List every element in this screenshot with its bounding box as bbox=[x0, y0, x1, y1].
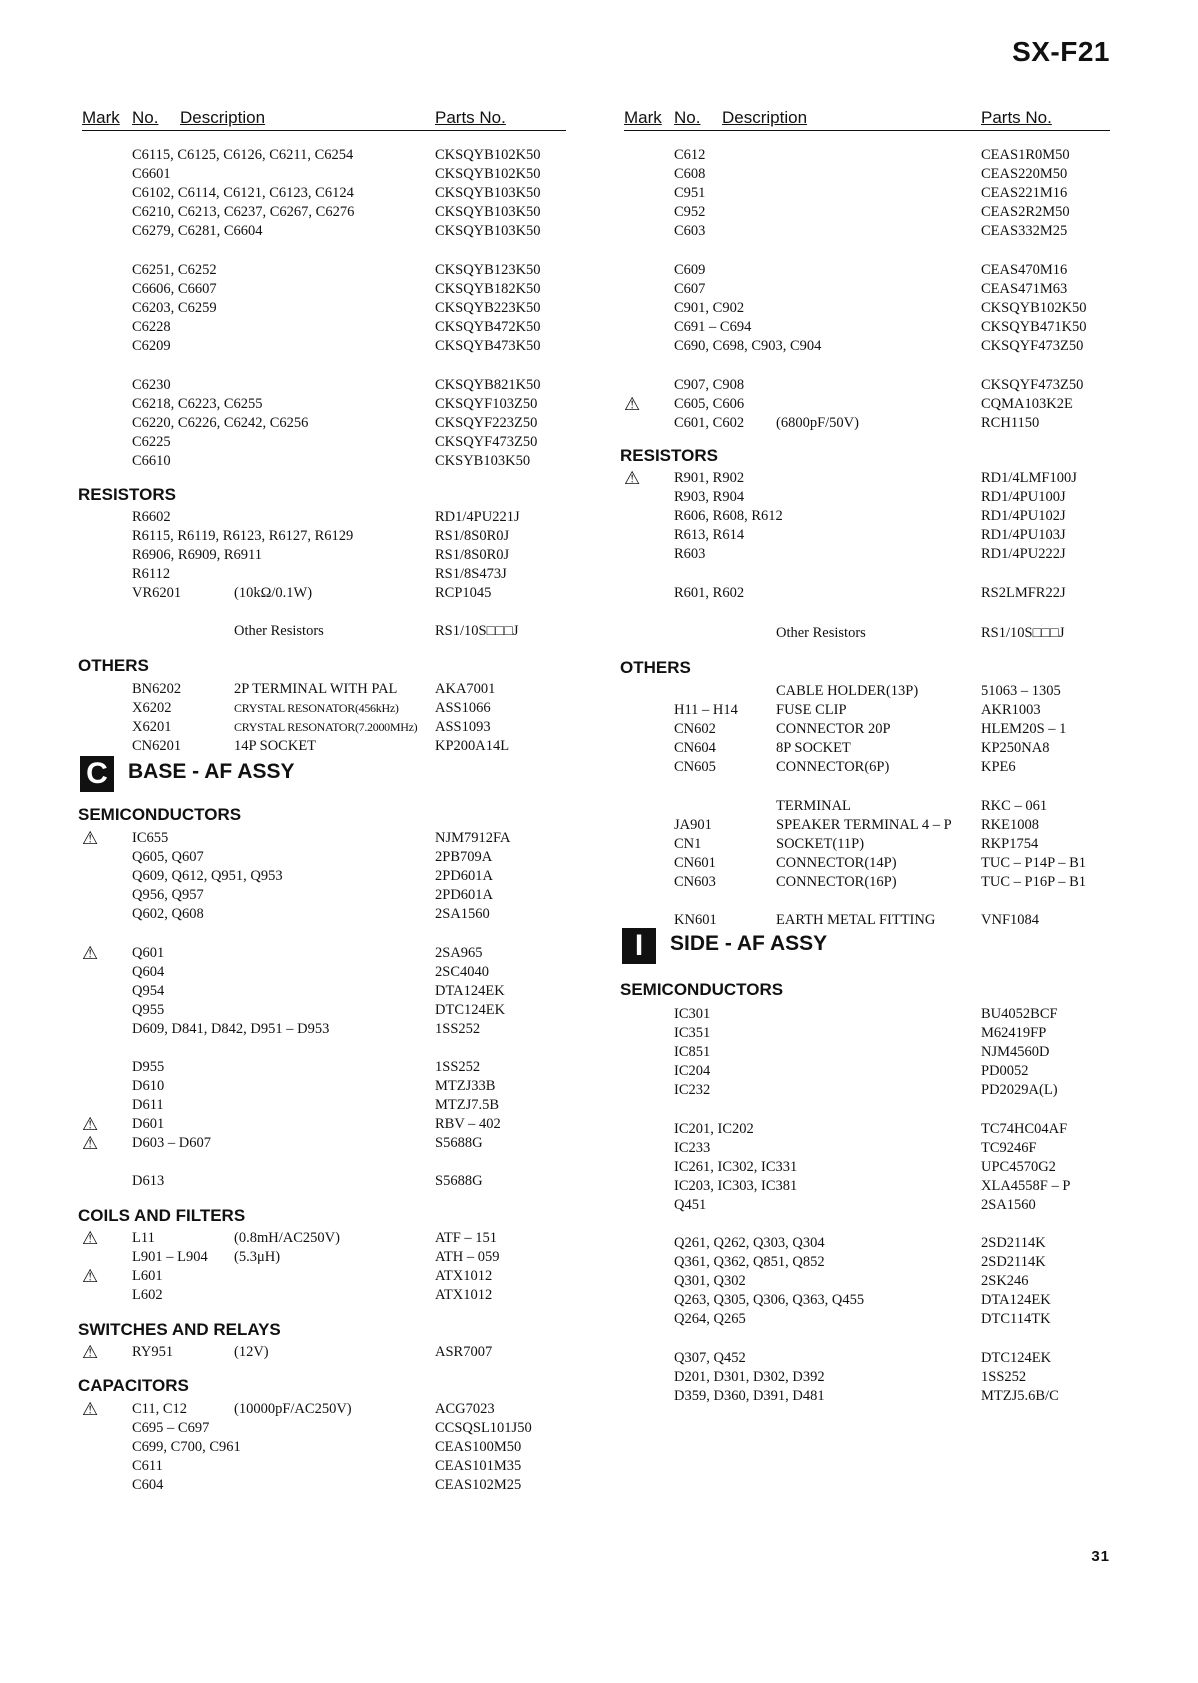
part-number-ref: D613 bbox=[132, 1173, 165, 1189]
parts-no: 2SK246 bbox=[981, 1273, 1029, 1289]
parts-no: KP200A14L bbox=[435, 738, 510, 754]
parts-no: RD1/4PU103J bbox=[981, 527, 1066, 543]
parts-no: MTZJ33B bbox=[435, 1078, 496, 1094]
part-number-ref: C6225 bbox=[132, 434, 171, 450]
part-number-ref: R601, R602 bbox=[674, 585, 745, 601]
safety-warning-icon: ⚠ bbox=[82, 1399, 99, 1419]
parts-no: 2PD601A bbox=[435, 887, 494, 903]
part-number-ref: H11 – H14 bbox=[674, 702, 738, 718]
safety-warning-icon: ⚠ bbox=[624, 468, 641, 488]
parts-no: RKE1008 bbox=[981, 817, 1039, 833]
parts-no: HLEM20S – 1 bbox=[981, 721, 1067, 737]
parts-no: CKSQYB223K50 bbox=[435, 300, 541, 316]
parts-no: PD2029A(L) bbox=[981, 1082, 1058, 1098]
part-number-ref: C6228 bbox=[132, 319, 171, 335]
part-number-ref: R6602 bbox=[132, 509, 171, 525]
safety-warning-icon: ⚠ bbox=[624, 394, 641, 414]
part-number-ref: CN604 bbox=[674, 740, 716, 756]
parts-no: CEAS1R0M50 bbox=[981, 147, 1070, 163]
parts-no: CKSQYB102K50 bbox=[981, 300, 1087, 316]
parts-no: CKSQYF103Z50 bbox=[435, 396, 538, 412]
part-number-ref: C603 bbox=[674, 223, 706, 239]
part-description: FUSE CLIP bbox=[776, 702, 847, 718]
parts-no: MTZJ7.5B bbox=[435, 1097, 500, 1113]
part-number-ref: C901, C902 bbox=[674, 300, 745, 316]
part-description: SPEAKER TERMINAL 4 – P bbox=[776, 817, 952, 833]
parts-no: CKSQYB821K50 bbox=[435, 377, 541, 393]
part-number-ref: JA901 bbox=[674, 817, 712, 833]
parts-no: 2SA1560 bbox=[981, 1197, 1036, 1213]
parts-no: 2PD601A bbox=[435, 868, 494, 884]
parts-no: 1SS252 bbox=[435, 1021, 481, 1037]
part-description: TERMINAL bbox=[776, 798, 851, 814]
part-number-ref: C6279, C6281, C6604 bbox=[132, 223, 263, 239]
part-number-ref: L601 bbox=[132, 1268, 163, 1284]
parts-no: 2SA1560 bbox=[435, 906, 490, 922]
part-number-ref: IC203, IC303, IC381 bbox=[674, 1178, 798, 1194]
part-number-ref: Q604 bbox=[132, 964, 165, 980]
header-mark: Mark bbox=[624, 108, 662, 127]
part-number-ref: D610 bbox=[132, 1078, 165, 1094]
section-heading: SEMICONDUCTORS bbox=[78, 805, 242, 824]
part-description: (5.3μH) bbox=[234, 1249, 281, 1265]
part-number-ref: CN601 bbox=[674, 855, 716, 871]
part-number-ref: IC201, IC202 bbox=[674, 1121, 754, 1137]
part-description: CONNECTOR(16P) bbox=[776, 874, 897, 890]
part-number-ref: C6210, C6213, C6237, C6267, C6276 bbox=[132, 204, 355, 220]
parts-no: CKSQYB102K50 bbox=[435, 147, 541, 163]
part-number-ref: Q451 bbox=[674, 1197, 707, 1213]
section-heading: RESISTORS bbox=[620, 446, 718, 465]
parts-no: RS1/10S□□□J bbox=[981, 625, 1065, 641]
part-number-ref: R903, R904 bbox=[674, 489, 745, 505]
part-number-ref: C601, C602 bbox=[674, 415, 745, 431]
part-description: CABLE HOLDER(13P) bbox=[776, 683, 919, 699]
part-number-ref: L11 bbox=[132, 1230, 155, 1246]
part-number-ref: CN1 bbox=[674, 836, 702, 852]
part-number-ref: C6209 bbox=[132, 338, 171, 354]
part-number-ref: L901 – L904 bbox=[132, 1249, 208, 1265]
assembly-title: BASE - AF ASSY bbox=[128, 760, 295, 783]
assembly-letter-badge: I bbox=[622, 928, 656, 964]
section-heading: OTHERS bbox=[78, 656, 149, 675]
parts-no: CEAS470M16 bbox=[981, 262, 1068, 278]
header-parts-no: Parts No. bbox=[981, 108, 1052, 127]
part-number-ref: C605, C606 bbox=[674, 396, 745, 412]
parts-no: AKA7001 bbox=[435, 681, 496, 697]
part-number-ref: C6102, C6114, C6121, C6123, C6124 bbox=[132, 185, 354, 201]
part-description: 2P TERMINAL WITH PAL bbox=[234, 681, 398, 697]
parts-no: S5688G bbox=[435, 1135, 483, 1151]
part-number-ref: IC655 bbox=[132, 830, 169, 846]
assembly-letter-badge: C bbox=[80, 756, 114, 792]
part-number-ref: D611 bbox=[132, 1097, 164, 1113]
left-header-rule bbox=[82, 130, 566, 131]
part-number-ref: C695 – C697 bbox=[132, 1420, 210, 1436]
part-number-ref: BN6202 bbox=[132, 681, 182, 697]
part-number-ref: C951 bbox=[674, 185, 706, 201]
part-number-ref: Q307, Q452 bbox=[674, 1350, 746, 1366]
parts-no: RD1/4LMF100J bbox=[981, 470, 1077, 486]
parts-no: DTA124EK bbox=[435, 983, 505, 999]
parts-no: CKSQYB472K50 bbox=[435, 319, 541, 335]
header-no: No. bbox=[674, 108, 701, 127]
parts-no: 2SC4040 bbox=[435, 964, 489, 980]
parts-no: ASS1093 bbox=[435, 719, 491, 735]
parts-no: CKSQYF223Z50 bbox=[435, 415, 538, 431]
model-title: SX-F21 bbox=[1012, 36, 1110, 67]
safety-warning-icon: ⚠ bbox=[82, 828, 99, 848]
page-number: 31 bbox=[1091, 1548, 1110, 1565]
header-description: Description bbox=[722, 108, 808, 127]
parts-no: CKSQYB471K50 bbox=[981, 319, 1087, 335]
parts-no: CEAS332M25 bbox=[981, 223, 1068, 239]
parts-no: 2PB709A bbox=[435, 849, 493, 865]
part-number-ref: C6115, C6125, C6126, C6211, C6254 bbox=[132, 147, 354, 163]
part-number-ref: C690, C698, C903, C904 bbox=[674, 338, 822, 354]
part-description: 8P SOCKET bbox=[776, 740, 851, 756]
part-description: CONNECTOR(14P) bbox=[776, 855, 897, 871]
parts-no: 2SA965 bbox=[435, 945, 483, 961]
parts-no: CKSQYB123K50 bbox=[435, 262, 541, 278]
parts-no: CKSYB103K50 bbox=[435, 453, 531, 469]
parts-no: BU4052BCF bbox=[981, 1006, 1058, 1022]
parts-no: CKSQYB473K50 bbox=[435, 338, 541, 354]
parts-no: ATX1012 bbox=[435, 1287, 493, 1303]
parts-no: TUC – P16P – B1 bbox=[981, 874, 1087, 890]
part-number-ref: C691 – C694 bbox=[674, 319, 752, 335]
part-description: SOCKET(11P) bbox=[776, 836, 865, 852]
part-number-ref: Q261, Q262, Q303, Q304 bbox=[674, 1235, 825, 1251]
part-number-ref: C612 bbox=[674, 147, 706, 163]
parts-no: CKSQYF473Z50 bbox=[981, 377, 1084, 393]
part-number-ref: C608 bbox=[674, 166, 706, 182]
parts-no: 1SS252 bbox=[435, 1059, 481, 1075]
section-heading: OTHERS bbox=[620, 658, 691, 677]
part-number-ref: C6601 bbox=[132, 166, 171, 182]
parts-no: CEAS2R2M50 bbox=[981, 204, 1070, 220]
parts-no: TC74HC04AF bbox=[981, 1121, 1068, 1137]
part-number-ref: C6218, C6223, C6255 bbox=[132, 396, 263, 412]
parts-no: NJM7912FA bbox=[435, 830, 511, 846]
part-number-ref: Q301, Q302 bbox=[674, 1273, 746, 1289]
parts-no: CCSQSL101J50 bbox=[435, 1420, 532, 1436]
part-number-ref: Q602, Q608 bbox=[132, 906, 204, 922]
part-description: CRYSTAL RESONATOR(456kHz) bbox=[234, 701, 399, 715]
part-number-ref: C6610 bbox=[132, 453, 171, 469]
parts-no: RD1/4PU221J bbox=[435, 509, 520, 525]
part-number-ref: D601 bbox=[132, 1116, 165, 1132]
parts-no: RS1/8S0R0J bbox=[435, 528, 510, 544]
part-number-ref: C952 bbox=[674, 204, 706, 220]
parts-no: CEAS471M63 bbox=[981, 281, 1068, 297]
part-description: CONNECTOR(6P) bbox=[776, 759, 890, 775]
part-number-ref: C699, C700, C961 bbox=[132, 1439, 241, 1455]
safety-warning-icon: ⚠ bbox=[82, 1114, 99, 1134]
parts-no: S5688G bbox=[435, 1173, 483, 1189]
part-number-ref: D955 bbox=[132, 1059, 165, 1075]
safety-warning-icon: ⚠ bbox=[82, 1133, 99, 1153]
header-no: No. bbox=[132, 108, 159, 127]
parts-no: VNF1084 bbox=[981, 912, 1040, 928]
parts-no: ACG7023 bbox=[435, 1401, 495, 1417]
part-number-ref: R606, R608, R612 bbox=[674, 508, 783, 524]
parts-no: KPE6 bbox=[981, 759, 1016, 775]
section-heading: RESISTORS bbox=[78, 485, 176, 504]
part-number-ref: IC351 bbox=[674, 1025, 711, 1041]
parts-no: CEAS102M25 bbox=[435, 1477, 522, 1493]
part-number-ref: Q605, Q607 bbox=[132, 849, 204, 865]
parts-no: CKSQYB102K50 bbox=[435, 166, 541, 182]
parts-no: 1SS252 bbox=[981, 1369, 1027, 1385]
parts-no: RS1/8S473J bbox=[435, 566, 507, 582]
part-description: Other Resistors bbox=[234, 623, 324, 639]
part-number-ref: R6115, R6119, R6123, R6127, R6129 bbox=[132, 528, 354, 544]
part-number-ref: Q601 bbox=[132, 945, 165, 961]
part-description: CONNECTOR 20P bbox=[776, 721, 891, 737]
parts-no: M62419FP bbox=[981, 1025, 1047, 1041]
parts-no: CEAS101M35 bbox=[435, 1458, 522, 1474]
part-number-ref: X6201 bbox=[132, 719, 172, 735]
part-description: 14P SOCKET bbox=[234, 738, 317, 754]
parts-no: CKSQYF473Z50 bbox=[981, 338, 1084, 354]
part-number-ref: IC261, IC302, IC331 bbox=[674, 1159, 798, 1175]
part-number-ref: R6906, R6909, R6911 bbox=[132, 547, 262, 563]
parts-no: RCH1150 bbox=[981, 415, 1040, 431]
part-number-ref: D359, D360, D391, D481 bbox=[674, 1388, 825, 1404]
safety-warning-icon: ⚠ bbox=[82, 1266, 99, 1286]
parts-no: RKP1754 bbox=[981, 836, 1039, 852]
parts-no: PD0052 bbox=[981, 1063, 1029, 1079]
part-number-ref: RY951 bbox=[132, 1344, 174, 1360]
parts-no: RD1/4PU100J bbox=[981, 489, 1066, 505]
parts-no: NJM4560D bbox=[981, 1044, 1050, 1060]
part-number-ref: Q263, Q305, Q306, Q363, Q455 bbox=[674, 1292, 865, 1308]
parts-no: RS1/10S□□□J bbox=[435, 623, 519, 639]
part-number-ref: C607 bbox=[674, 281, 706, 297]
right-header-rule bbox=[624, 130, 1110, 131]
parts-no: CEAS220M50 bbox=[981, 166, 1068, 182]
part-number-ref: C6606, C6607 bbox=[132, 281, 217, 297]
part-number-ref: C6230 bbox=[132, 377, 171, 393]
assembly-title: SIDE - AF ASSY bbox=[670, 932, 828, 955]
parts-no: CKSQYF473Z50 bbox=[435, 434, 538, 450]
parts-no: ATX1012 bbox=[435, 1268, 493, 1284]
part-number-ref: X6202 bbox=[132, 700, 172, 716]
part-description: CRYSTAL RESONATOR(7.2000MHz) bbox=[234, 720, 418, 734]
part-number-ref: IC301 bbox=[674, 1006, 711, 1022]
parts-no: ASS1066 bbox=[435, 700, 491, 716]
header-mark: Mark bbox=[82, 108, 120, 127]
parts-no: DTC124EK bbox=[435, 1002, 506, 1018]
parts-no: 2SD2114K bbox=[981, 1235, 1046, 1251]
part-number-ref: VR6201 bbox=[132, 585, 182, 601]
part-number-ref: Q609, Q612, Q951, Q953 bbox=[132, 868, 283, 884]
parts-no: RD1/4PU102J bbox=[981, 508, 1066, 524]
parts-no: TUC – P14P – B1 bbox=[981, 855, 1087, 871]
part-number-ref: C6251, C6252 bbox=[132, 262, 217, 278]
parts-no: 51063 – 1305 bbox=[981, 683, 1061, 699]
part-number-ref: R603 bbox=[674, 546, 706, 562]
parts-no: MTZJ5.6B/C bbox=[981, 1388, 1059, 1404]
part-number-ref: Q264, Q265 bbox=[674, 1311, 746, 1327]
section-heading: COILS AND FILTERS bbox=[78, 1206, 246, 1225]
parts-no: CEAS221M16 bbox=[981, 185, 1068, 201]
parts-no: RS2LMFR22J bbox=[981, 585, 1066, 601]
part-number-ref: CN6201 bbox=[132, 738, 182, 754]
safety-warning-icon: ⚠ bbox=[82, 1228, 99, 1248]
part-description: (10kΩ/0.1W) bbox=[234, 585, 313, 601]
part-number-ref: C907, C908 bbox=[674, 377, 745, 393]
parts-no: DTC124EK bbox=[981, 1350, 1052, 1366]
part-number-ref: D603 – D607 bbox=[132, 1135, 211, 1151]
safety-warning-icon: ⚠ bbox=[82, 1342, 99, 1362]
part-number-ref: IC851 bbox=[674, 1044, 711, 1060]
part-number-ref: C6203, C6259 bbox=[132, 300, 217, 316]
section-heading: CAPACITORS bbox=[78, 1376, 189, 1395]
parts-no: ATH – 059 bbox=[435, 1249, 500, 1265]
part-number-ref: R6112 bbox=[132, 566, 171, 582]
part-number-ref: C609 bbox=[674, 262, 706, 278]
part-number-ref: C611 bbox=[132, 1458, 163, 1474]
part-description: (12V) bbox=[234, 1344, 269, 1360]
parts-no: CQMA103K2E bbox=[981, 396, 1073, 412]
parts-no: KP250NA8 bbox=[981, 740, 1050, 756]
part-description: (6800pF/50V) bbox=[776, 415, 859, 431]
part-description: (0.8mH/AC250V) bbox=[234, 1230, 340, 1246]
part-description: Other Resistors bbox=[776, 625, 866, 641]
header-description: Description bbox=[180, 108, 266, 127]
part-number-ref: R901, R902 bbox=[674, 470, 745, 486]
part-number-ref: IC204 bbox=[674, 1063, 711, 1079]
part-number-ref: CN602 bbox=[674, 721, 716, 737]
parts-no: CKSQYB103K50 bbox=[435, 185, 541, 201]
part-number-ref: D609, D841, D842, D951 – D953 bbox=[132, 1021, 330, 1037]
parts-no: CKSQYB182K50 bbox=[435, 281, 541, 297]
part-number-ref: Q956, Q957 bbox=[132, 887, 204, 903]
part-number-ref: IC232 bbox=[674, 1082, 711, 1098]
part-number-ref: KN601 bbox=[674, 912, 717, 928]
part-number-ref: C11, C12 bbox=[132, 1401, 188, 1417]
parts-no: DTA124EK bbox=[981, 1292, 1051, 1308]
parts-no: ATF – 151 bbox=[435, 1230, 498, 1246]
part-number-ref: CN605 bbox=[674, 759, 716, 775]
part-number-ref: Q954 bbox=[132, 983, 165, 999]
part-description: (10000pF/AC250V) bbox=[234, 1401, 352, 1417]
part-number-ref: L602 bbox=[132, 1287, 163, 1303]
parts-no: UPC4570G2 bbox=[981, 1159, 1056, 1175]
parts-no: RS1/8S0R0J bbox=[435, 547, 510, 563]
part-number-ref: D201, D301, D302, D392 bbox=[674, 1369, 825, 1385]
safety-warning-icon: ⚠ bbox=[82, 943, 99, 963]
part-number-ref: C604 bbox=[132, 1477, 164, 1493]
parts-no: RCP1045 bbox=[435, 585, 492, 601]
parts-no: XLA4558F – P bbox=[981, 1178, 1071, 1194]
parts-no: TC9246F bbox=[981, 1140, 1037, 1156]
part-number-ref: IC233 bbox=[674, 1140, 711, 1156]
parts-no: RBV – 402 bbox=[435, 1116, 501, 1132]
parts-no: AKR1003 bbox=[981, 702, 1041, 718]
parts-no: CEAS100M50 bbox=[435, 1439, 522, 1455]
parts-no: DTC114TK bbox=[981, 1311, 1051, 1327]
parts-no: CKSQYB103K50 bbox=[435, 223, 541, 239]
header-parts-no: Parts No. bbox=[435, 108, 506, 127]
section-heading: SEMICONDUCTORS bbox=[620, 980, 784, 999]
parts-no: CKSQYB103K50 bbox=[435, 204, 541, 220]
parts-no: ASR7007 bbox=[435, 1344, 493, 1360]
part-description: EARTH METAL FITTING bbox=[776, 912, 936, 928]
part-number-ref: C6220, C6226, C6242, C6256 bbox=[132, 415, 309, 431]
part-number-ref: CN603 bbox=[674, 874, 716, 890]
parts-no: RKC – 061 bbox=[981, 798, 1048, 814]
parts-no: 2SD2114K bbox=[981, 1254, 1046, 1270]
parts-no: RD1/4PU222J bbox=[981, 546, 1066, 562]
part-number-ref: Q955 bbox=[132, 1002, 165, 1018]
part-number-ref: R613, R614 bbox=[674, 527, 745, 543]
part-number-ref: Q361, Q362, Q851, Q852 bbox=[674, 1254, 825, 1270]
section-heading: SWITCHES AND RELAYS bbox=[78, 1320, 281, 1339]
